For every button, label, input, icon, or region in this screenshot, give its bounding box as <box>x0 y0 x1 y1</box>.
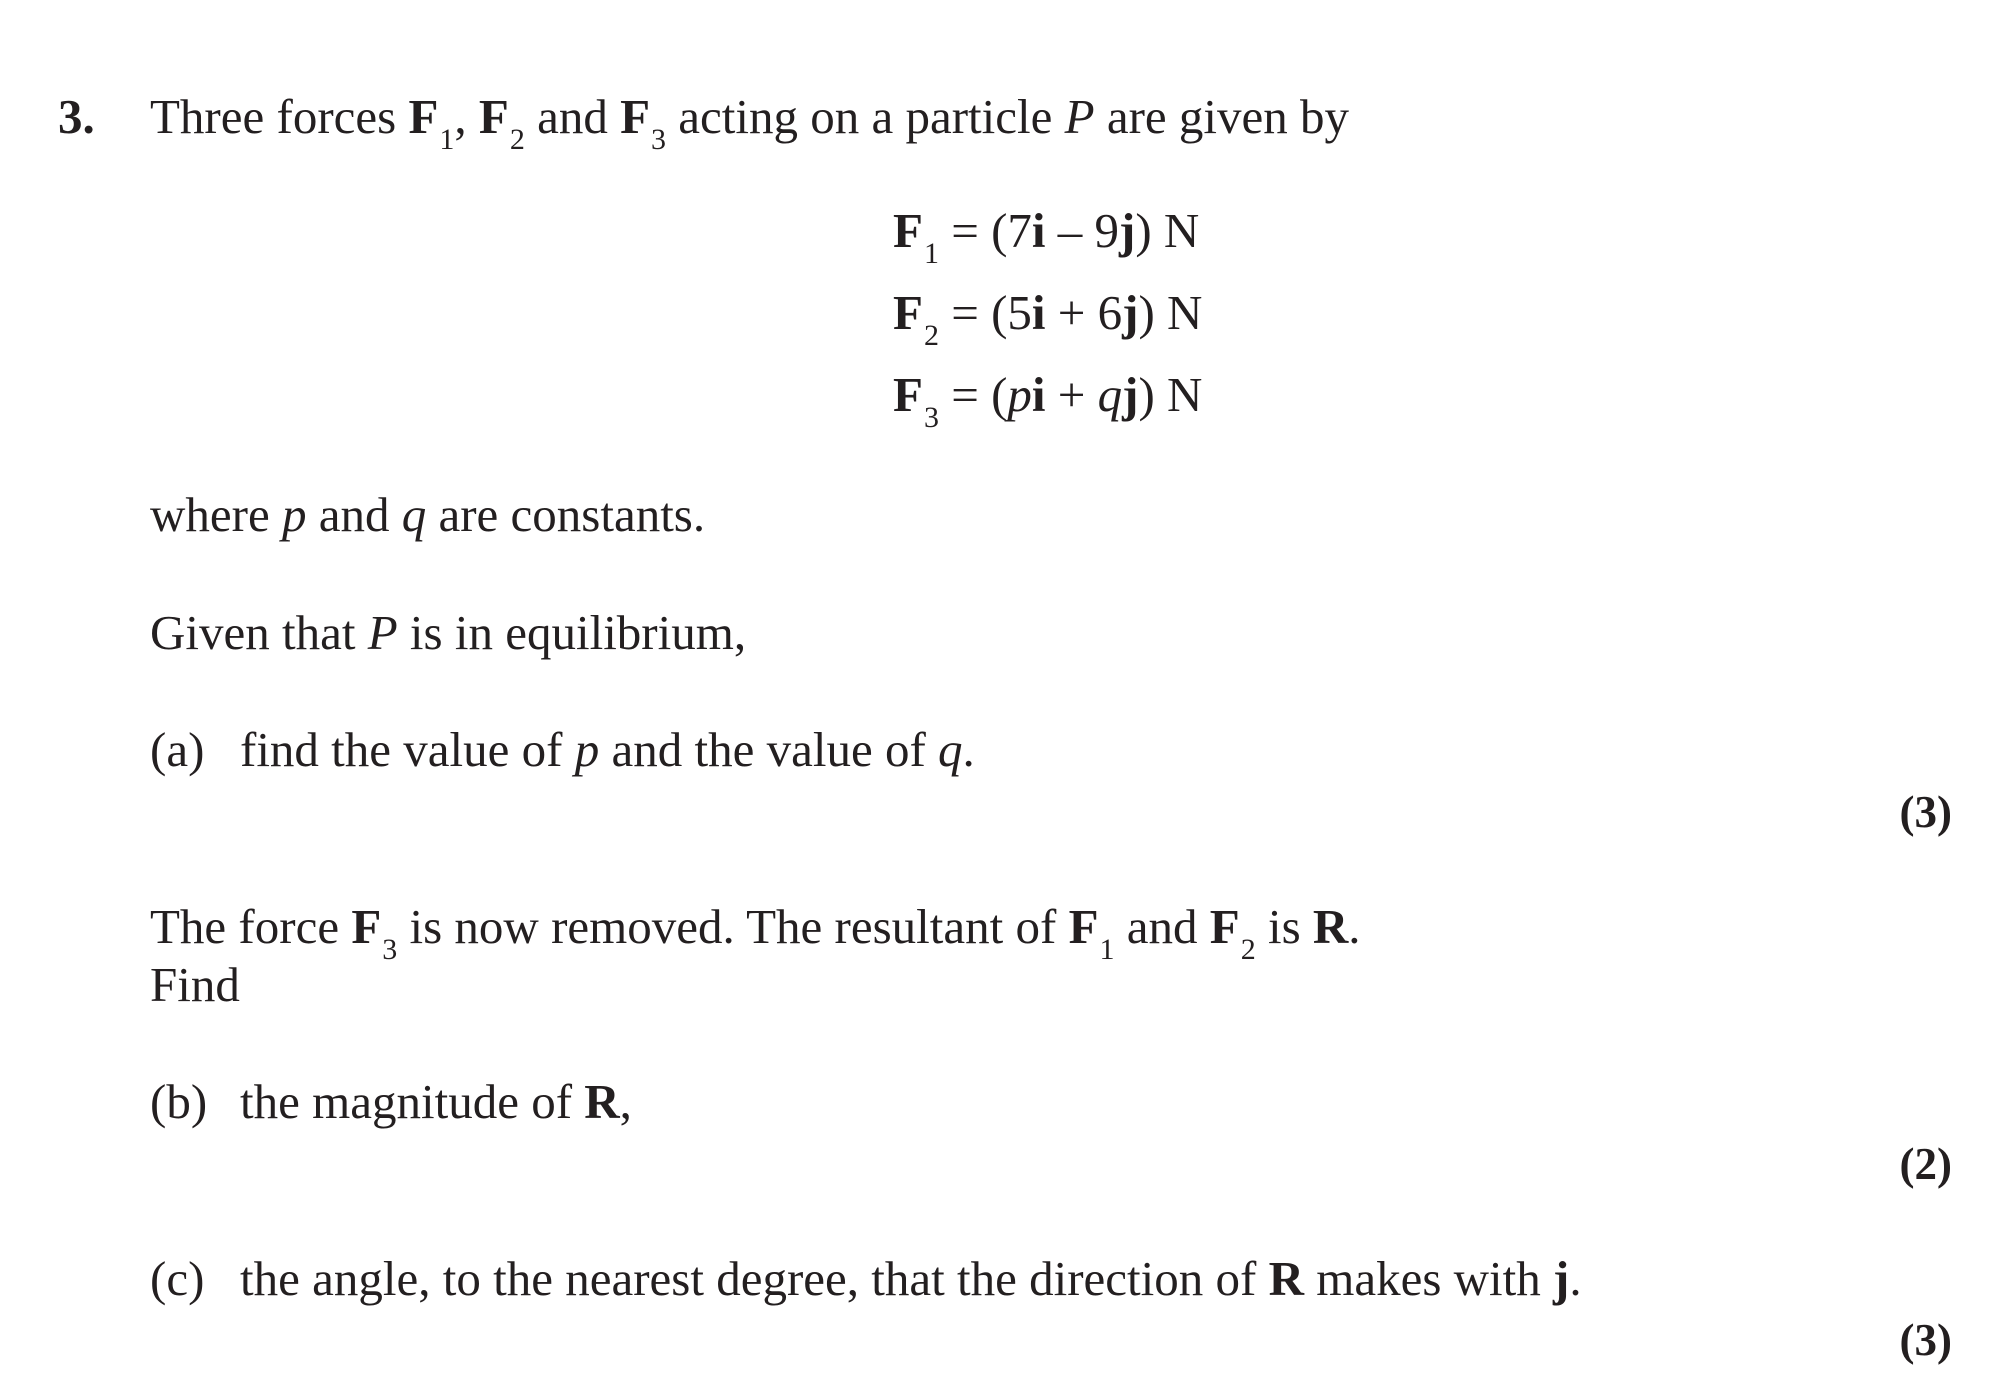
removed-text: is <box>1255 899 1313 954</box>
part-c-text: makes with <box>1303 1251 1554 1306</box>
constant-q: q <box>1097 367 1123 422</box>
part-c-label: (c) <box>150 1251 205 1306</box>
unit-vector-i: i <box>1031 203 1046 258</box>
given-text: Given that <box>150 605 368 660</box>
question-number: 3. <box>58 89 95 144</box>
part-a-label: (a) <box>150 722 205 777</box>
part-b-text: , <box>619 1074 632 1129</box>
resultant-symbol: R <box>584 1074 620 1129</box>
equation-text: ) N <box>1138 367 1203 422</box>
comma: , <box>454 89 467 144</box>
equation-text: = ( <box>938 367 1008 422</box>
constant-q: q <box>401 487 427 542</box>
equation-f3 <box>893 367 1203 434</box>
unit-vector-i: i <box>1031 285 1046 340</box>
part-a-text: and the value of <box>599 722 939 777</box>
subscript: 3 <box>651 123 667 156</box>
removed-text: The force <box>150 899 352 954</box>
part-c <box>150 1251 1582 1306</box>
find-line: Find <box>150 957 240 1012</box>
equation-text: ) N <box>1135 203 1200 258</box>
force-symbol: F <box>1209 899 1240 954</box>
equation-text: ) N <box>1138 285 1203 340</box>
removed-text: is now removed. The resultant of <box>397 899 1069 954</box>
constant-q: q <box>938 722 963 777</box>
intro-text: acting on a particle <box>666 89 1065 144</box>
subscript: 3 <box>923 401 939 434</box>
part-a-text: find the value of <box>240 722 575 777</box>
equation-text: = (7 <box>938 203 1032 258</box>
unit-vector-j: j <box>1122 367 1139 422</box>
part-b-text: the magnitude of <box>240 1074 585 1129</box>
resultant-symbol: R <box>1268 1251 1304 1306</box>
part-a-text: . <box>962 722 975 777</box>
part-b-marks: (2) <box>1899 1139 1952 1189</box>
particle-symbol: P <box>1064 89 1095 144</box>
force-symbol: F <box>893 367 923 422</box>
force-symbol: F <box>408 89 439 144</box>
part-c-text: the angle, to the nearest degree, that the direction of <box>240 1251 1269 1306</box>
removed-text: . <box>1348 899 1361 954</box>
where-text: where <box>150 487 282 542</box>
force-symbol: F <box>478 89 509 144</box>
unit-vector-j: j <box>1119 203 1136 258</box>
force-symbol: F <box>1068 899 1099 954</box>
constant-p: p <box>574 722 600 777</box>
part-c-text: . <box>1569 1251 1582 1306</box>
force-symbol: F <box>620 89 651 144</box>
equation-text: + 6 <box>1045 285 1123 340</box>
where-text: and <box>306 487 402 542</box>
given-line <box>150 605 747 660</box>
subscript: 2 <box>923 319 939 352</box>
intro-text: and <box>524 89 621 144</box>
equation-f2 <box>893 285 1203 352</box>
subscript: 3 <box>382 933 398 966</box>
given-text: is in equilibrium, <box>397 605 747 660</box>
subscript: 1 <box>1099 933 1115 966</box>
removed-line <box>150 899 1361 966</box>
resultant-symbol: R <box>1312 899 1349 954</box>
where-text: are constants. <box>426 487 706 542</box>
where-line <box>150 487 706 542</box>
removed-text: and <box>1114 899 1210 954</box>
part-a <box>150 722 975 777</box>
unit-vector-j: j <box>1122 285 1139 340</box>
part-c-marks: (3) <box>1899 1315 1952 1365</box>
part-a-marks: (3) <box>1899 787 1952 837</box>
equation-f1 <box>893 203 1200 270</box>
part-b-label: (b) <box>150 1074 208 1129</box>
subscript: 2 <box>509 123 525 156</box>
constant-p: p <box>1007 367 1032 422</box>
question-intro <box>150 89 1350 156</box>
intro-text: Three forces <box>150 89 409 144</box>
constant-p: p <box>281 487 307 542</box>
intro-text: are given by <box>1094 89 1350 144</box>
force-symbol: F <box>893 203 923 258</box>
part-b <box>150 1074 632 1129</box>
unit-vector-j: j <box>1553 1251 1570 1306</box>
equation-text: – 9 <box>1045 203 1120 258</box>
force-symbol: F <box>893 285 923 340</box>
force-symbol: F <box>351 899 382 954</box>
equation-text: = (5 <box>938 285 1032 340</box>
subscript: 2 <box>1240 933 1256 966</box>
unit-vector-i: i <box>1031 367 1046 422</box>
particle-symbol: P <box>367 605 398 660</box>
subscript: 1 <box>923 237 939 270</box>
equation-text: + <box>1045 367 1098 422</box>
subscript: 1 <box>439 123 455 156</box>
